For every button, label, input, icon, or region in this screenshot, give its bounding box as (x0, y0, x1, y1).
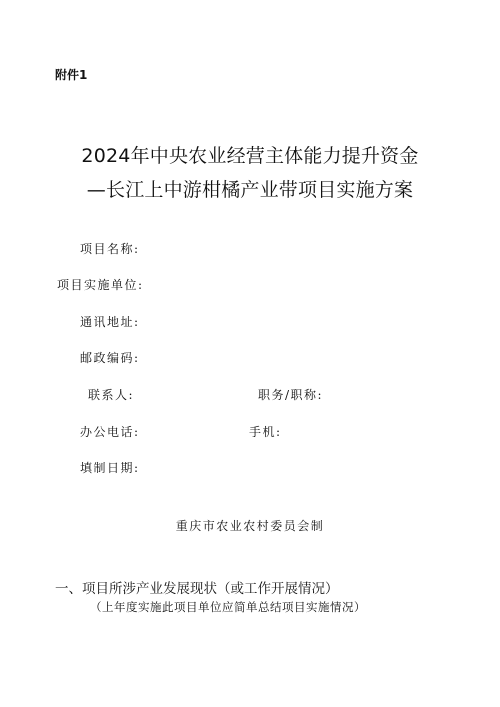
project-name-label: 项目名称: (80, 242, 140, 256)
mobile-phone-label: 手机: (249, 425, 282, 439)
section-1-heading: 一、项目所涉产业发展现状（或工作开展情况） (55, 581, 339, 597)
implementing-unit-label: 项目实施单位: (57, 278, 144, 292)
postcode-label: 邮政编码: (80, 351, 140, 365)
office-phone-label: 办公电话: (80, 425, 140, 439)
position-title-label: 职务/职称: (258, 388, 324, 402)
address-label: 通讯地址: (80, 315, 140, 329)
section-1-note: （上年度实施此项目单位应简单总结项目实施情况） (90, 600, 366, 614)
fill-date-label: 填制日期: (80, 461, 140, 475)
contact-person-label: 联系人: (88, 388, 135, 402)
issuer-text: 重庆市农业农村委员会制 (175, 519, 325, 533)
document-title-line-1: 2024年中央农业经营主体能力提升资金 (81, 145, 419, 167)
document-title-line-2: —长江上中游柑橘产业带项目实施方案 (86, 179, 414, 201)
attachment-label: 附件1 (55, 68, 88, 82)
